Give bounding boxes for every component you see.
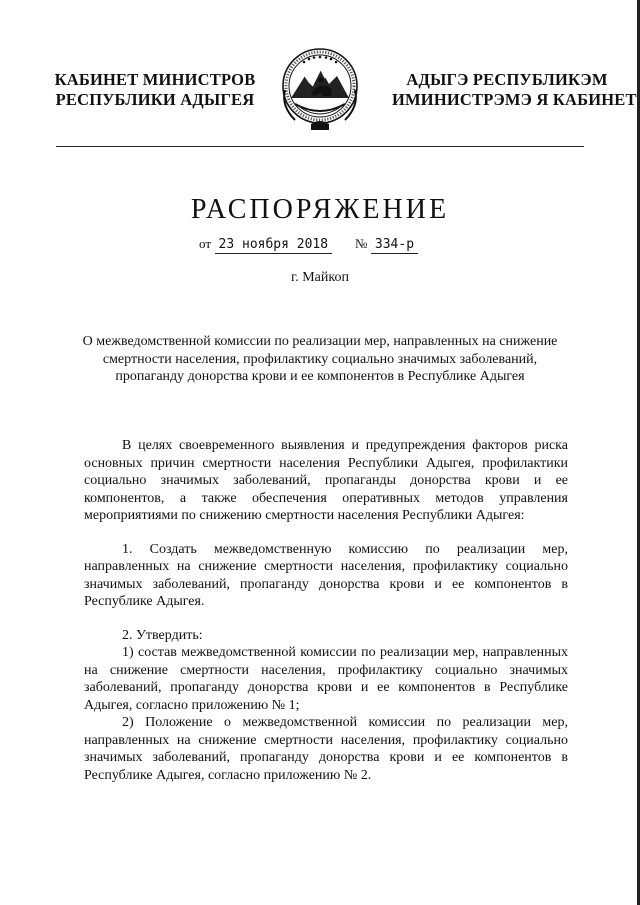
- place-of-issue: г. Майкоп: [291, 270, 349, 285]
- issuer-name-adyghe: [392, 70, 637, 110]
- item-2-subitem-2: 2) Положение о межведомственной комиссии по реализации мер, направленных на снижение смертности населения, профилактику социально значимых заболеваний, пропаганду донорства крови и ее компонентов в Республике Адыгея, согласно приложению № 2.: [84, 715, 568, 783]
- document-body: [84, 437, 568, 784]
- document-number: [355, 236, 418, 254]
- issuer-line-2: РЕСПУБЛИКИ АДЫГЕЯ: [55, 90, 255, 109]
- item-2-subitem-1: 1) состав межведомственной комиссии по реализации мер, направленных на снижение смертности населения, профилактику социально значимых заболеваний, пропаганду донорства крови и ее компонентов в Республике Адыгея, согласно приложению № 1;: [84, 645, 568, 713]
- coat-of-arms-icon: [271, 46, 369, 134]
- document-subject: О межведомственной комиссии по реализации мер, направленных на снижение смертности населения, профилактику социально значимых заболеваний, пропаганду донорства крови и ее компонентов в Республике Адыгея: [82, 334, 558, 384]
- document-type-title: РАСПОРЯЖЕНИЕ: [190, 194, 450, 225]
- number-label: №: [355, 236, 368, 251]
- preamble-paragraph: В целях своевременного выявления и предупреждения факторов риска основных причин смертности населения Республики Адыгея, профилактики социально значимых заболеваний, пропаганды донорства крови и ее компонентов, а также обеспечения оперативных методов управления мероприятиями по снижению смертности населения Республики Адыгея:: [84, 438, 568, 523]
- document-date: [199, 236, 332, 254]
- issuer-name-russian: [40, 70, 270, 110]
- issuer-line-1: АДЫГЭ РЕСПУБЛИКЭМ: [406, 70, 608, 89]
- issuer-line-2: ИМИНИСТРЭМЭ Я КАБИНЕТ: [392, 90, 637, 109]
- date-label: от: [199, 236, 212, 251]
- header-rule: [56, 146, 584, 147]
- item-2-heading: 2. Утвердить:: [122, 627, 203, 643]
- issuer-line-1: КАБИНЕТ МИНИСТРОВ: [54, 70, 256, 89]
- date-value: 23 ноября 2018: [215, 237, 333, 254]
- item-1-paragraph: 1. Создать межведомственную комиссию по реализации мер, направленных на снижение смертности населения, профилактику социально значимых заболеваний, пропаганду донорства крови и ее компонентов в Республике Адыгея.: [84, 541, 568, 609]
- number-value: 334-р: [371, 237, 418, 254]
